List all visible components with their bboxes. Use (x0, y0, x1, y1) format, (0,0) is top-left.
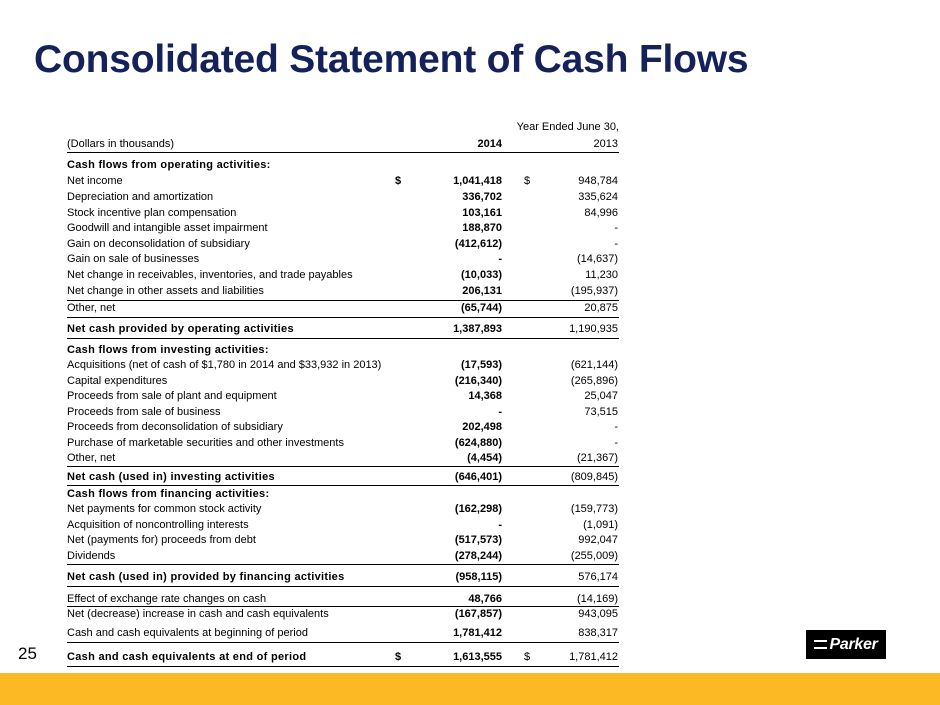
table-row: Dividends (278,244) (255,009) (67, 550, 618, 562)
section-divider (67, 586, 619, 587)
table-row: Depreciation and amortization 336,702 335,624 (67, 191, 618, 203)
ending-cash-row: Cash and cash equivalents at end of period $ 1,613,555 $ 1,781,412 (67, 651, 618, 663)
table-row: Gain on sale of businesses - (14,637) (67, 253, 618, 265)
table-row: Other, net (65,744) 20,875 (67, 302, 618, 314)
table-row: Purchase of marketable securities and other investments (624,880) - (67, 437, 618, 449)
page-title: Consolidated Statement of Cash Flows (34, 38, 749, 81)
header-divider (67, 152, 619, 153)
currency-symbol: $ (395, 651, 402, 663)
table-row: Net income $ 1,041,418 $ 948,784 (67, 175, 618, 187)
year-ended-label: Year Ended June 30, (516, 121, 619, 133)
logo-text: Parker (829, 635, 878, 653)
table-row: Capital expenditures (216,340) (265,896) (67, 375, 618, 387)
header-year-row (67, 120, 619, 135)
currency-symbol: $ (524, 175, 531, 187)
table-row: Net payments for common stock activity (162,298) (159,773) (67, 503, 618, 515)
parker-logo-icon (814, 640, 827, 649)
section-heading-investing: Cash flows from investing activities: (67, 344, 269, 356)
subtotal-divider (67, 466, 619, 467)
table-row: Net change in receivables, inventories, and trade payables (10,033) 11,230 (67, 269, 618, 281)
beginning-cash-row: Cash and cash equivalents at beginning of period 1,781,412 838,317 (67, 627, 618, 639)
section-divider (67, 338, 619, 339)
exchange-rate-row: Effect of exchange rate changes on cash 48,766 (14,169) (67, 593, 618, 605)
currency-symbol: $ (395, 175, 402, 187)
table-row: Other, net (4,454) (21,367) (67, 452, 618, 464)
page-number: 25 (18, 644, 37, 663)
table-row: Net (payments for) proceeds from debt (517,573) 992,047 (67, 534, 618, 546)
subtotal-divider (67, 564, 619, 565)
column-2013-header: 2013 (593, 138, 618, 150)
row-divider (67, 642, 619, 643)
table-row: Acquisition of noncontrolling interests - (1,091) (67, 519, 618, 531)
section-heading-operating: Cash flows from operating activities: (67, 159, 271, 171)
table-row: Gain on deconsolidation of subsidiary (412,612) - (67, 238, 618, 250)
total-row-operating: Net cash provided by operating activities 1,387,893 1,190,935 (67, 323, 618, 335)
column-2014-header: 2014 (477, 138, 502, 150)
footer-bar (0, 673, 940, 705)
total-row-investing: Net cash (used in) investing activities (646,401) (809,845) (67, 471, 618, 483)
net-change-row: Net (decrease) increase in cash and cash equivalents (167,857) 943,095 (67, 608, 618, 620)
section-heading-financing: Cash flows from financing activities: (67, 488, 270, 500)
units-label: (Dollars in thousands) (67, 138, 174, 150)
total-row-financing: Net cash (used in) provided by financing activities (958,115) 576,174 (67, 571, 618, 583)
table-row: Acquisitions (net of cash of $1,780 in 2014 and $33,932 in 2013) (17,593) (621,144) (67, 359, 618, 371)
table-row: Stock incentive plan compensation 103,161 84,996 (67, 207, 618, 219)
table-row: Proceeds from sale of plant and equipment 14,368 25,047 (67, 390, 618, 402)
table-row: Proceeds from deconsolidation of subsidiary 202,498 - (67, 421, 618, 433)
table-row: Goodwill and intangible asset impairment 188,870 - (67, 222, 618, 234)
final-divider (67, 666, 619, 667)
table-row: Proceeds from sale of business - 73,515 (67, 406, 618, 418)
parker-logo (806, 630, 886, 659)
section-divider (67, 485, 619, 486)
header-columns-row (67, 137, 619, 152)
table-row: Net change in other assets and liabilities 206,131 (195,937) (67, 285, 618, 297)
currency-symbol: $ (524, 651, 531, 663)
subtotal-divider (67, 317, 619, 318)
